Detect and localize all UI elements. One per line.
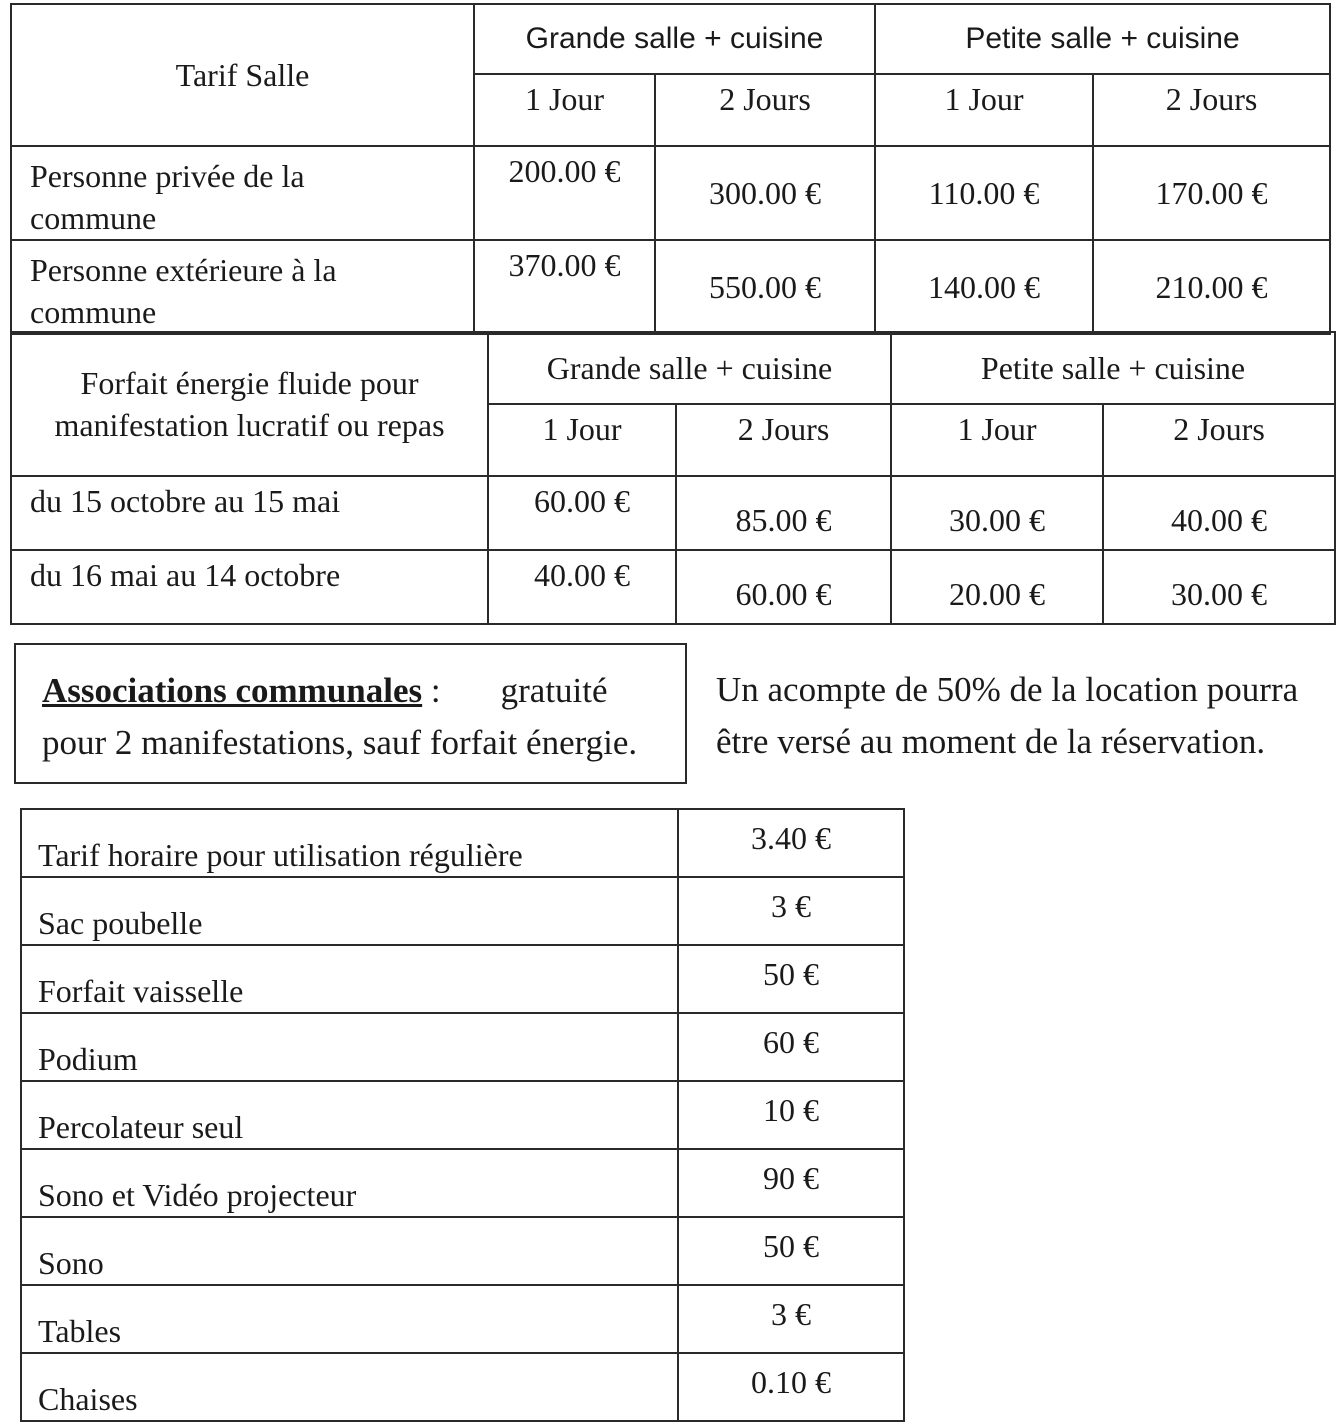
price-cell: 550.00 € bbox=[655, 240, 875, 334]
option-price: 3.40 € bbox=[678, 809, 904, 877]
row-label-personne-exterieure: Personne extérieure à la commune bbox=[11, 240, 474, 334]
option-price: 50 € bbox=[678, 945, 904, 1013]
option-label: Podium bbox=[21, 1013, 678, 1081]
associations-line2: pour 2 manifestations, sauf forfait énergie. bbox=[42, 723, 638, 762]
subheader-1-jour: 1 Jour bbox=[474, 74, 655, 146]
forfait-energie-header: Forfait énergie fluide pour manifestation lucratif ou repas bbox=[11, 332, 488, 476]
price-cell: 60.00 € bbox=[488, 476, 676, 550]
option-label: Tables bbox=[21, 1285, 678, 1353]
price-cell: 170.00 € bbox=[1093, 146, 1330, 240]
price-cell: 210.00 € bbox=[1093, 240, 1330, 334]
table-row bbox=[11, 476, 1335, 550]
acompte-line1: Un acompte de 50% de la location pourra bbox=[716, 670, 1299, 709]
option-label: Percolateur seul bbox=[21, 1081, 678, 1149]
table-row bbox=[21, 1149, 904, 1217]
acompte-line2: être versé au moment de la réservation. bbox=[716, 722, 1266, 761]
acompte-note bbox=[716, 664, 1341, 768]
option-price: 60 € bbox=[678, 1013, 904, 1081]
group-petite-salle: Petite salle + cuisine bbox=[875, 4, 1330, 74]
subheader-1-jour: 1 Jour bbox=[891, 404, 1103, 476]
subheader-2-jours: 2 Jours bbox=[676, 404, 891, 476]
option-label: Tarif horaire pour utilisation régulière bbox=[21, 809, 678, 877]
option-price: 3 € bbox=[678, 877, 904, 945]
option-label: Forfait vaisselle bbox=[21, 945, 678, 1013]
price-cell: 40.00 € bbox=[1103, 476, 1335, 550]
price-cell: 85.00 € bbox=[676, 476, 891, 550]
associations-line1 bbox=[42, 665, 685, 717]
price-cell: 30.00 € bbox=[1103, 550, 1335, 624]
subheader-2-jours: 2 Jours bbox=[1093, 74, 1330, 146]
price-cell: 140.00 € bbox=[875, 240, 1093, 334]
option-price: 90 € bbox=[678, 1149, 904, 1217]
table-row bbox=[11, 240, 1330, 334]
associations-text-gratuite: gratuité bbox=[500, 671, 608, 710]
option-label: Sono et Vidéo projecteur bbox=[21, 1149, 678, 1217]
price-cell: 300.00 € bbox=[655, 146, 875, 240]
table-row bbox=[21, 1353, 904, 1421]
group-petite-salle: Petite salle + cuisine bbox=[891, 332, 1335, 404]
row-label-periode-ete: du 16 mai au 14 octobre bbox=[11, 550, 488, 624]
price-cell: 20.00 € bbox=[891, 550, 1103, 624]
tarif-salle-table bbox=[10, 3, 1331, 335]
table-row bbox=[21, 1217, 904, 1285]
group-grande-salle: Grande salle + cuisine bbox=[474, 4, 875, 74]
subheader-2-jours: 2 Jours bbox=[1103, 404, 1335, 476]
table-row bbox=[21, 1285, 904, 1353]
subheader-2-jours: 2 Jours bbox=[655, 74, 875, 146]
price-cell: 60.00 € bbox=[676, 550, 891, 624]
options-table bbox=[20, 808, 905, 1422]
table-row bbox=[21, 1013, 904, 1081]
row-label-personne-privee: Personne privée de la commune bbox=[11, 146, 474, 240]
table-row bbox=[21, 809, 904, 877]
row-label-periode-hiver: du 15 octobre au 15 mai bbox=[11, 476, 488, 550]
option-label: Sono bbox=[21, 1217, 678, 1285]
table-row bbox=[21, 945, 904, 1013]
option-price: 10 € bbox=[678, 1081, 904, 1149]
forfait-energie-table bbox=[10, 331, 1336, 625]
table-row bbox=[21, 1081, 904, 1149]
price-cell: 370.00 € bbox=[474, 240, 655, 334]
price-cell: 110.00 € bbox=[875, 146, 1093, 240]
option-label: Chaises bbox=[21, 1353, 678, 1421]
option-price: 50 € bbox=[678, 1217, 904, 1285]
table-row bbox=[11, 550, 1335, 624]
subheader-1-jour: 1 Jour bbox=[488, 404, 676, 476]
associations-box bbox=[14, 643, 687, 784]
table-row bbox=[11, 146, 1330, 240]
associations-title: Associations communales bbox=[42, 671, 423, 710]
price-cell: 200.00 € bbox=[474, 146, 655, 240]
subheader-1-jour: 1 Jour bbox=[875, 74, 1093, 146]
option-label: Sac poubelle bbox=[21, 877, 678, 945]
tarif-salle-header: Tarif Salle bbox=[11, 4, 474, 146]
table-row bbox=[21, 877, 904, 945]
option-price: 0.10 € bbox=[678, 1353, 904, 1421]
group-grande-salle: Grande salle + cuisine bbox=[488, 332, 891, 404]
associations-colon: : bbox=[430, 671, 441, 710]
option-price: 3 € bbox=[678, 1285, 904, 1353]
price-cell: 30.00 € bbox=[891, 476, 1103, 550]
price-cell: 40.00 € bbox=[488, 550, 676, 624]
